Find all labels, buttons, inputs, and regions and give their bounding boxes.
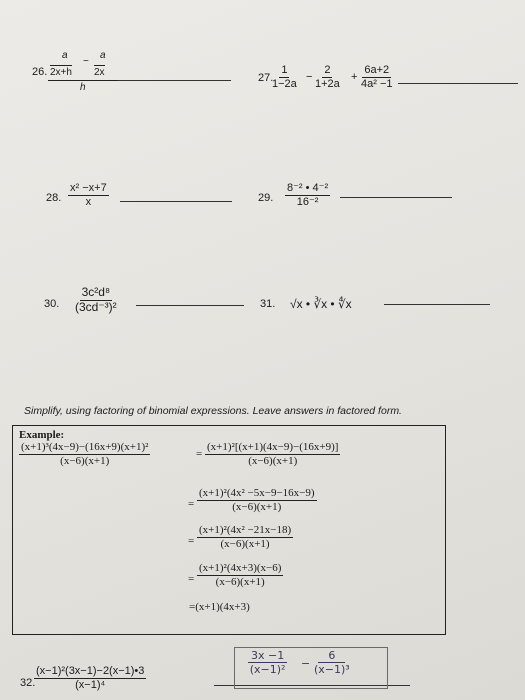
problem-26-expression (48, 50, 118, 100)
p27-frac2 (313, 64, 342, 90)
p32-den: (x−1)⁴ (75, 678, 106, 691)
ex-step4-num: (x+1)²(4x+3)(x−6) (197, 562, 283, 576)
example-final: =(x+1)(4x+3) (189, 601, 250, 613)
p27-frac1 (270, 64, 299, 90)
hand-minus: − (301, 657, 311, 670)
example-line1-left (19, 441, 150, 468)
example-eq-4: = (188, 573, 195, 585)
p26-minus: − (83, 56, 89, 67)
p29-answer-line (340, 197, 452, 198)
problem-27-label: 27. (258, 72, 274, 84)
ex-l1-left-den: (x−6)(x+1) (60, 455, 110, 468)
ex-l1-right-num: (x+1)²[(x+1)(4x−9)−(16x+9)] (205, 441, 340, 455)
p30-frac (73, 286, 119, 315)
p30-answer-line (136, 305, 244, 306)
problem-28-label: 28. (46, 192, 62, 204)
p28-frac (68, 182, 109, 208)
p26-den: h (80, 82, 86, 93)
p30-den: (3cd⁻³)² (75, 299, 117, 314)
problem-32-label: 32. (20, 677, 36, 689)
p26-inner-a-left: a (62, 50, 68, 61)
handwritten-term2 (314, 649, 350, 676)
problem-26-label: 26. (32, 66, 48, 78)
ex-step2-den: (x−6)(x+1) (232, 501, 282, 514)
p31-answer-line (384, 304, 490, 305)
p27-op2: + (351, 71, 358, 83)
example-eq-1: = (196, 448, 203, 460)
hand-t1-den: (x−1)² (249, 663, 286, 676)
p28-num: x² −x+7 (70, 182, 107, 194)
p27-op1: − (306, 71, 313, 83)
p26-answer-line (118, 80, 231, 81)
p28-den: x (85, 195, 92, 208)
p27-f2-num: 2 (324, 64, 331, 76)
p29-den: 16⁻² (296, 195, 319, 208)
p26-num-right: 2x (94, 67, 105, 78)
example-box (12, 425, 446, 635)
p27-f1-num: 1 (281, 64, 288, 76)
handwritten-term1 (248, 649, 287, 676)
problem-30-label: 30. (44, 298, 60, 310)
example-title: Example: (19, 429, 65, 441)
ex-step2-num: (x+1)²(4x² −5x−9−16x−9) (197, 487, 317, 501)
hand-t2-num: 6 (318, 649, 345, 663)
p29-frac (285, 182, 330, 208)
p26-num-left: 2x+h (50, 67, 72, 78)
ex-step3-num: (x+1)²(4x² −21x−18) (197, 524, 293, 538)
p27-f1-den: 1−2a (272, 77, 297, 90)
p27-f2-den: 1+2a (315, 77, 340, 90)
p31-expression: √x • ∛x • ∜x (290, 297, 352, 311)
p26-inner-a-right: a (100, 50, 106, 61)
example-step2 (197, 487, 317, 514)
example-eq-2: = (188, 498, 195, 510)
ex-l1-left-num: (x+1)³(4x−9)−(16x+9)(x+1)² (19, 441, 150, 455)
p27-f3-den: 4a² −1 (361, 77, 393, 90)
section-instructions: Simplify, using factoring of binomial expressions. Leave answers in factored form. (24, 405, 402, 417)
example-line1-right (205, 441, 340, 468)
problem-29-label: 29. (258, 192, 274, 204)
example-eq-3: = (188, 535, 195, 547)
p27-f3-num: 6a+2 (364, 64, 390, 76)
hand-t1-num: 3x −1 (248, 649, 287, 663)
hand-t2-den: (x−1)³ (314, 663, 350, 676)
p30-num: 3c²d⁸ (81, 285, 111, 299)
example-step4 (197, 562, 283, 589)
ex-step4-den: (x−6)(x+1) (215, 576, 265, 589)
ex-step3-den: (x−6)(x+1) (220, 538, 270, 551)
p27-frac3 (359, 64, 395, 90)
example-step3 (197, 524, 293, 551)
p32-num: (x−1)²(3x−1)−2(x−1)•3 (36, 665, 145, 677)
p28-answer-line (120, 201, 232, 202)
problem-31-label: 31. (260, 298, 276, 310)
ex-l1-right-den: (x−6)(x+1) (248, 455, 298, 468)
p29-num: 8⁻² • 4⁻² (287, 182, 329, 194)
p32-frac (34, 665, 146, 691)
p27-answer-line (398, 83, 518, 84)
